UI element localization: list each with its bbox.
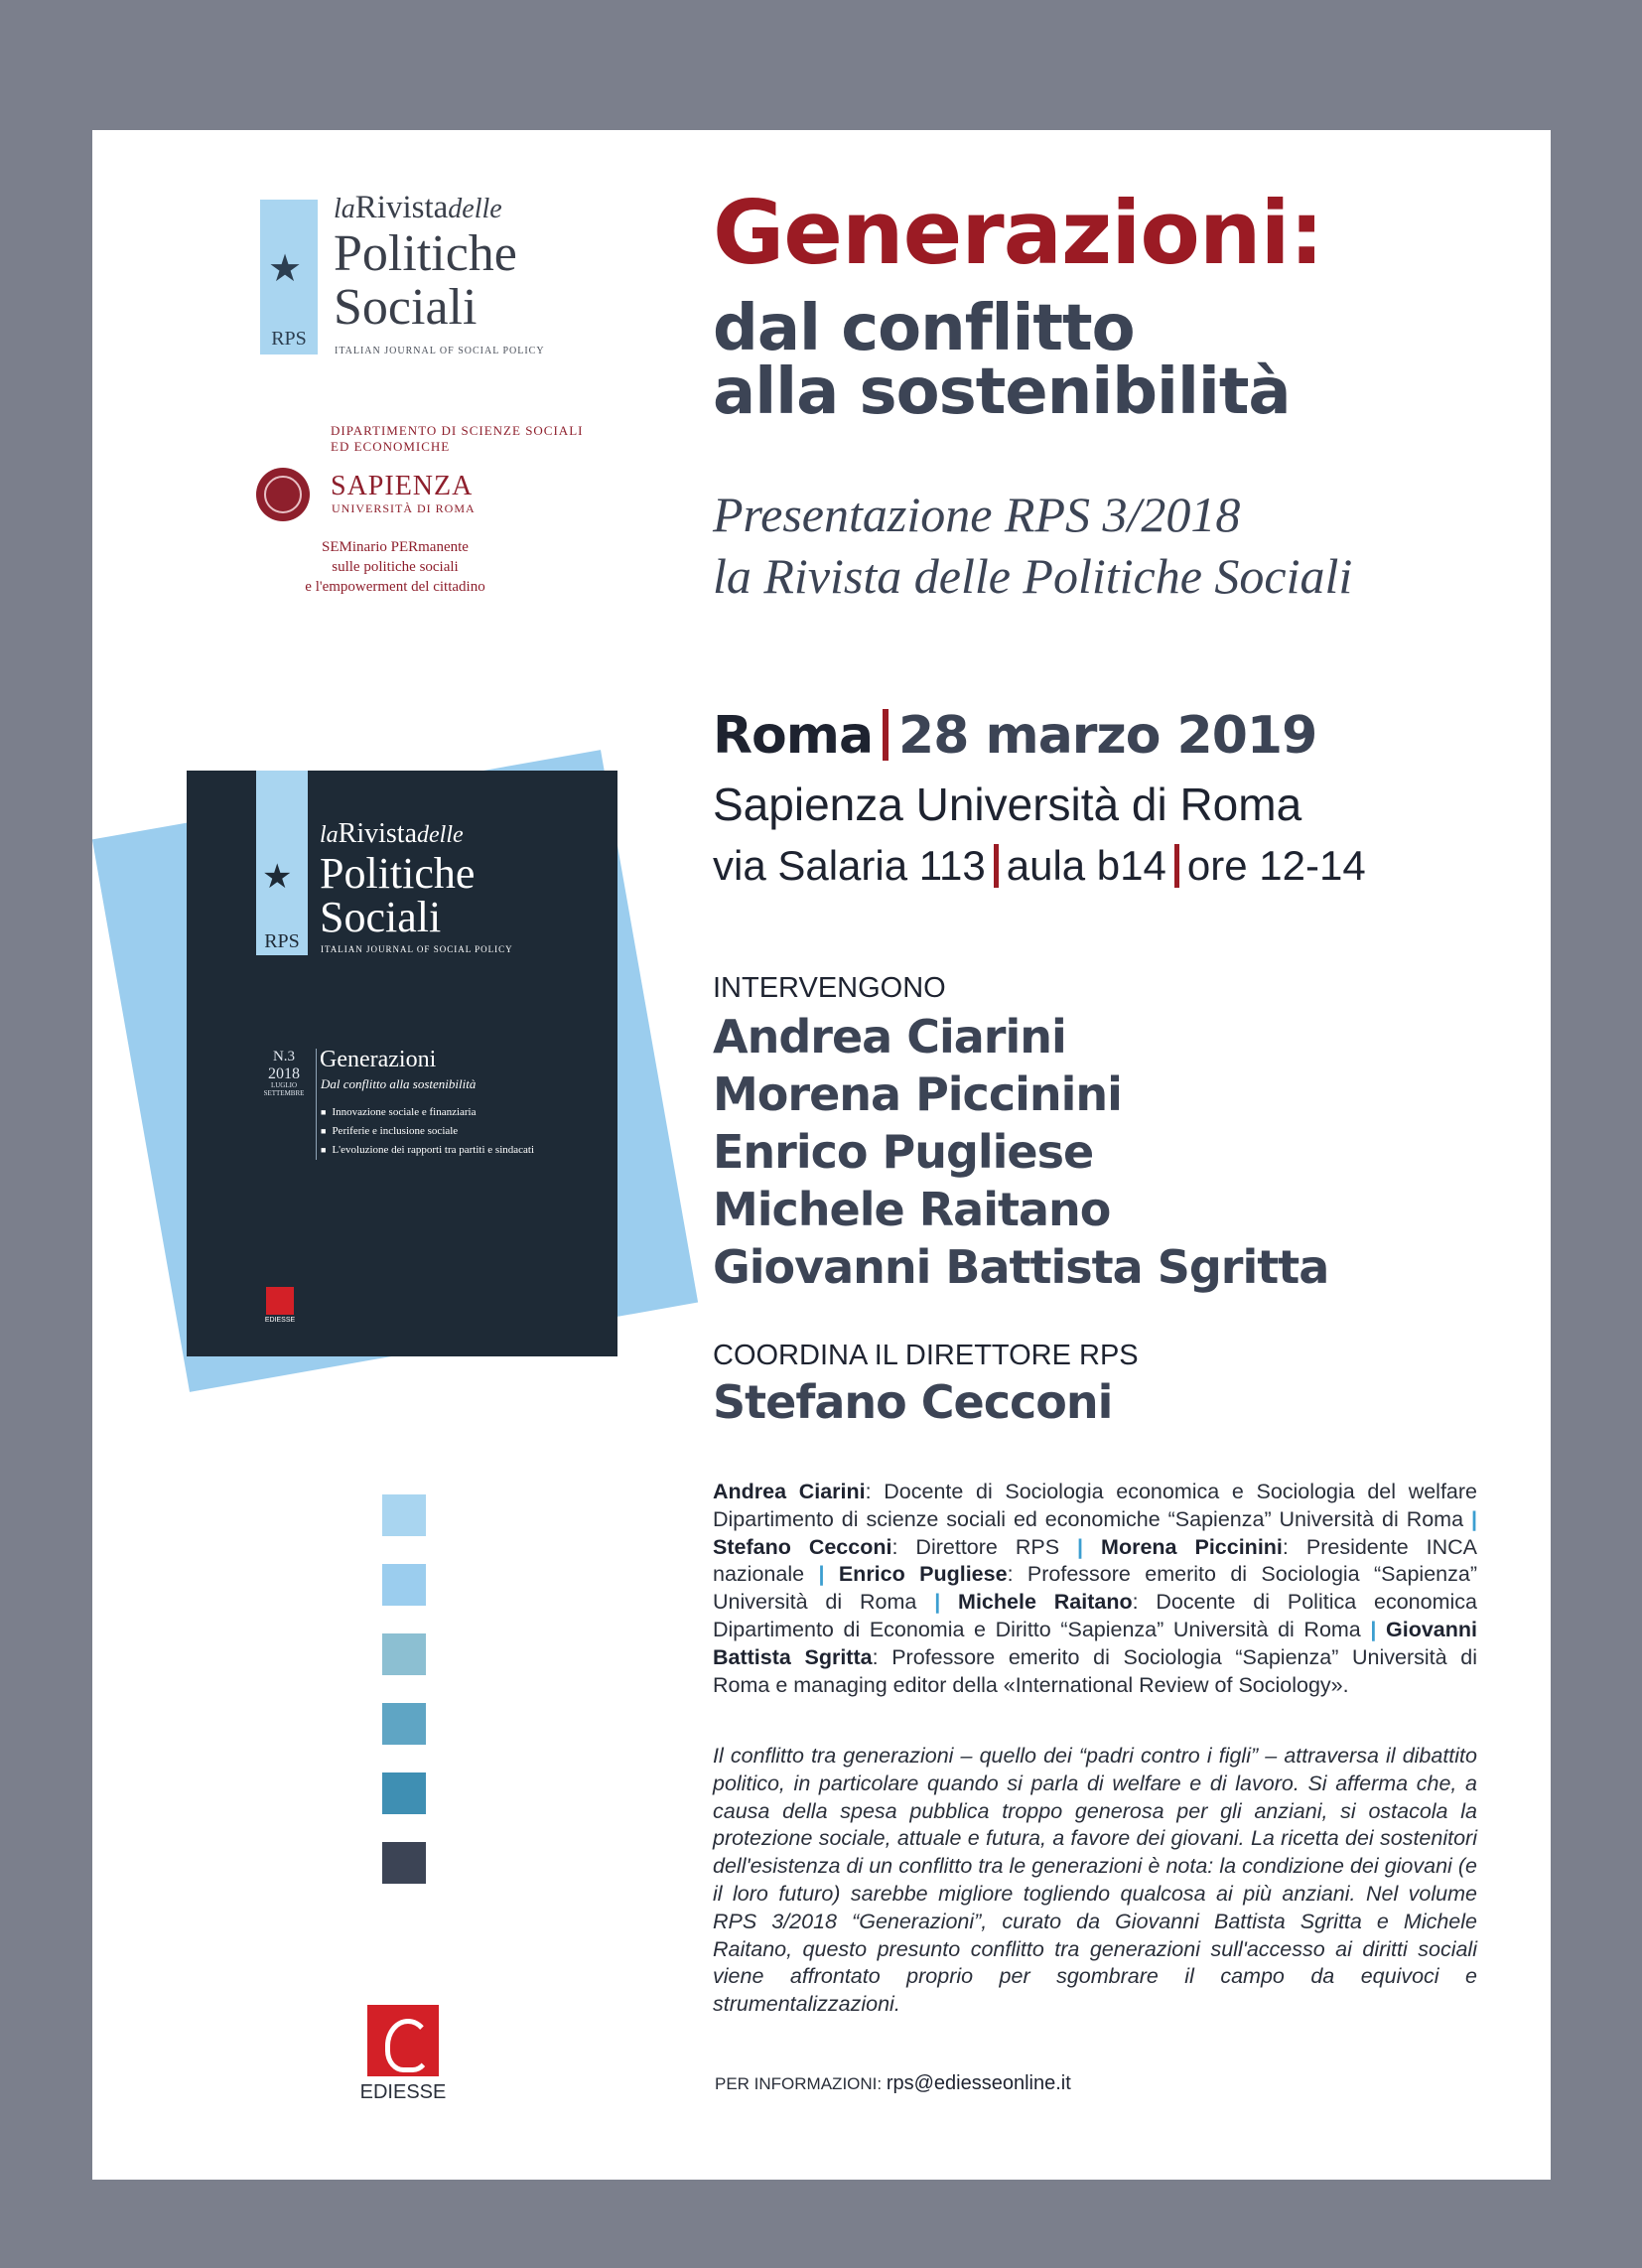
bio-name: Michele Raitano [958,1590,1133,1615]
issue-year: 2018 [268,1064,300,1082]
cover-divider [316,1049,317,1160]
decorative-square [382,1633,426,1675]
semper-line-2: sulle politiche sociali [332,559,459,575]
semper-line-3: e l'empowerment del cittadino [305,579,485,595]
speakers-list [713,1008,1328,1296]
separator-bar [1174,844,1179,888]
cover-publisher-logo-icon [266,1287,294,1315]
separator-bar [994,844,999,888]
main-subtitle [713,292,1291,429]
sapienza-seal-icon [256,468,310,521]
cover-title [320,820,475,939]
bio-text: : Docente di Politica economica Dipartimento di Economia e Diritto “Sapienza” Università di Roma [713,1590,1477,1641]
contact-label: PER INFORMAZIONI: [715,2074,887,2093]
star-icon: ★ [268,246,303,290]
decorative-square [382,1703,426,1745]
event-city: Roma [713,706,874,766]
bio-text: : Professore emerito di Sociologia “Sapienza” Università di Roma e managing editor della «International Review of Sociology». [713,1644,1477,1697]
cover-la: la [320,822,339,848]
bio-name: Enrico Pugliese [838,1562,1008,1587]
cover-sociali: Sociali [320,893,442,941]
rps-politiche: Politiche [334,225,517,282]
event-address: via Salaria 113 [713,842,986,889]
event-room: aula b14 [1006,842,1166,889]
cover-publisher-name: EDIESSE [264,1317,296,1324]
cover-issue-number [256,1049,312,1097]
bio-text: : Docente di Sociologia economica e Sociologia del welfare Dipartimento di scienze sociali ed economiche “Sapienza” Università di Roma [713,1480,1478,1531]
bio-text: : Presidente INCA nazionale [713,1534,1477,1587]
department-name [331,423,583,454]
sapienza-sub: UNIVERSITÀ DI ROMA [332,501,476,515]
rps-letters: RPS [271,328,307,350]
cover-politiche: Politiche [320,849,476,898]
issue-number: N.3 [272,1049,296,1064]
coordinator-name: Stefano Cecconi [713,1375,1113,1429]
decorative-square [382,1494,426,1536]
journal-cover [187,771,617,1356]
speaker-name: Michele Raitano [713,1183,1111,1236]
bio-separator: | [1470,1506,1477,1531]
dept-line-2: ED ECONOMICHE [331,438,451,454]
publisher-name: EDIESSE [359,2081,447,2103]
cover-band [256,771,308,955]
event-venue: Sapienza Università di Roma [713,779,1302,830]
speaker-name: Morena Piccinini [713,1067,1122,1121]
bio-separator: | [818,1562,825,1587]
rps-delle: delle [448,194,502,224]
cover-letters: RPS [264,930,300,952]
bio-text: : Professore emerito di Sociologia “Sapienza” Università di Roma [713,1562,1477,1615]
rps-rivista: Rivista [354,190,449,225]
bio-separator: | [934,1590,941,1615]
bio-name: Stefano Cecconi [713,1534,892,1559]
abstract-text: Il conflitto tra generazioni – quello dei “padri contro i figli” – attraversa il dibattito politico, in particolare quando si parla di welfare e di lavoro. Si afferma che, a causa della spesa pubblica troppo generosa per gli anziani, si ostacola la protezione sociale, attuale e futura, a favore dei giovani. La ricetta dei sostenitori dell'esistenza di un conflitto tra le generazioni è nota: la condizione dei giovani (e il loro futuro) sarebbe migliore togliendo qualcosa ai più anziani. Nel volume RPS 3/2018 “Generazioni”, curato da Giovanni Battista Sgritta e Michele Raitano, questo presunto conflitto tra generazioni sull'accesso ai diritti sociali viene affrontato proprio per sgombrare il campo da equivoci e strumentalizzazioni. [713,1744,1477,2017]
event-date: 28 marzo 2019 [898,706,1317,766]
issue-month-2: SETTEMBRE [263,1088,305,1097]
dept-line-1: DIPARTIMENTO DI SCIENZE SOCIALI [331,423,584,438]
rps-la: la [334,194,355,224]
cover-issue-subtitle: Dal conflitto alla sostenibilità [321,1076,477,1091]
event-time: ore 12-14 [1186,842,1366,889]
cover-rivista: Rivista [338,818,418,849]
ediesse-logo-icon [367,2005,439,2076]
presentation-line-1: Presentazione RPS 3/2018 [713,487,1241,542]
rps-logo-title [334,192,517,334]
issue-month-1: LUGLIO [270,1081,298,1090]
semper-line-1: SEMinario PERmanente [322,539,469,555]
sapienza-name: SAPIENZA [331,471,474,501]
star-icon: ★ [262,857,293,897]
cover-bullet: ■ Periferie e inclusione sociale [321,1122,534,1141]
event-location [713,844,1366,888]
rps-subtitle: ITALIAN JOURNAL OF SOCIAL POLICY [335,346,545,356]
bio-text: : Direttore RPS [891,1534,1060,1559]
bio-separator: | [1077,1534,1084,1559]
speakers-label: INTERVENGONO [713,972,946,1004]
rps-sociali: Sociali [334,279,478,336]
speaker-name: Giovanni Battista Sgritta [713,1240,1329,1294]
cover-issue-title: Generazioni [320,1047,437,1072]
subtitle-line-1: dal conflitto [713,292,1135,365]
poster [92,130,1551,2180]
rps-logo-bar [260,200,318,354]
cover-delle: delle [417,822,464,848]
subtitle-line-2: alla sostenibilità [713,355,1291,429]
speaker-name: Enrico Pugliese [713,1125,1094,1179]
coordinator-label: COORDINA IL DIRETTORE RPS [713,1340,1139,1371]
decorative-square [382,1772,426,1814]
cover-subtitle: ITALIAN JOURNAL OF SOCIAL POLICY [321,944,513,954]
main-title: Generazioni: [713,182,1323,284]
semper-text [281,537,509,597]
decorative-square [382,1564,426,1606]
speaker-name: Andrea Ciarini [713,1010,1066,1063]
contact-email: rps@ediesseonline.it [886,2072,1071,2094]
bio-name: Andrea Ciarini [713,1480,866,1503]
cover-bullets [321,1103,534,1160]
bio-name: Giovanni Battista Sgritta [713,1617,1477,1669]
speaker-bios [713,1479,1477,1699]
cover-bullet: ■ Innovazione sociale e finanziaria [321,1103,534,1122]
bio-separator: | [1370,1617,1377,1641]
contact-info [715,2072,1071,2095]
bio-name: Morena Piccinini [1101,1534,1283,1559]
separator-bar [883,709,889,761]
presentation-line-2: la Rivista delle Politiche Sociali [713,548,1353,604]
cover-bullet: ■ L'evoluzione dei rapporti tra partiti e sindacati [321,1141,534,1160]
decorative-square [382,1842,426,1884]
event-city-date [713,706,1317,766]
presentation-title [713,484,1352,607]
